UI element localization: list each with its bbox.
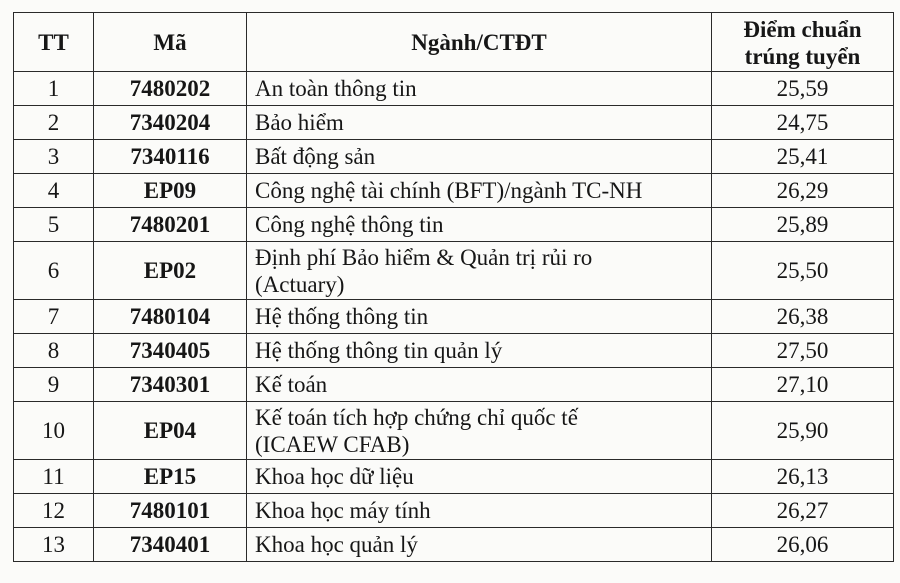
cell-diem: 27,50 (712, 334, 894, 368)
cell-ma: 7480202 (94, 72, 247, 106)
table-row (14, 72, 894, 106)
header-diem-line1: Điểm chuẩn (743, 17, 862, 42)
cell-tt: 11 (14, 460, 94, 494)
cell-nganh-line: Bảo hiểm (255, 110, 344, 135)
cell-nganh-line: Kế toán tích hợp chứng chỉ quốc tế (255, 404, 578, 430)
cell-nganh-line: Hệ thống thông tin (255, 304, 429, 329)
cell-nganh (247, 106, 712, 140)
header-nganh: Ngành/CTĐT (247, 13, 712, 72)
cell-tt: 6 (14, 242, 94, 300)
cell-tt: 8 (14, 334, 94, 368)
cell-diem: 25,90 (712, 402, 894, 460)
cell-diem: 25,89 (712, 208, 894, 242)
cell-nganh (247, 208, 712, 242)
table-row (14, 140, 894, 174)
cell-tt: 9 (14, 368, 94, 402)
cell-diem: 26,27 (712, 494, 894, 528)
cell-nganh (247, 334, 712, 368)
cell-nganh-line: Khoa học máy tính (255, 498, 431, 523)
cell-diem: 26,13 (712, 460, 894, 494)
cell-nganh (247, 494, 712, 528)
header-tt: TT (14, 13, 94, 72)
admission-score-table-container (13, 12, 894, 562)
cell-nganh (247, 368, 712, 402)
table-row (14, 460, 894, 494)
cell-diem: 26,38 (712, 300, 894, 334)
table-row (14, 402, 894, 460)
cell-nganh (247, 528, 712, 562)
cell-tt: 3 (14, 140, 94, 174)
cell-nganh (247, 300, 712, 334)
cell-ma: EP02 (94, 242, 247, 300)
cell-tt: 13 (14, 528, 94, 562)
cell-nganh (247, 460, 712, 494)
cell-nganh (247, 242, 712, 300)
cell-nganh-line: (ICAEW CFAB) (255, 431, 410, 457)
table-row (14, 208, 894, 242)
cell-nganh (247, 402, 712, 460)
cell-ma: 7340405 (94, 334, 247, 368)
cell-ma: EP09 (94, 174, 247, 208)
cell-diem: 25,50 (712, 242, 894, 300)
cell-diem: 25,41 (712, 140, 894, 174)
cell-diem: 27,10 (712, 368, 894, 402)
cell-tt: 4 (14, 174, 94, 208)
cell-ma: 7480104 (94, 300, 247, 334)
cell-tt: 5 (14, 208, 94, 242)
cell-nganh-line: Công nghệ tài chính (BFT)/ngành TC-NH (255, 178, 643, 203)
table-row (14, 494, 894, 528)
cell-nganh-line: Kế toán (255, 372, 328, 397)
table-row (14, 174, 894, 208)
table-row (14, 106, 894, 140)
table-header-row (14, 13, 894, 72)
cell-nganh-line: Khoa học quản lý (255, 532, 418, 557)
cell-nganh-line: Hệ thống thông tin quản lý (255, 338, 503, 363)
cell-diem: 24,75 (712, 106, 894, 140)
header-diem (712, 13, 894, 72)
header-diem-line2: trúng tuyển (744, 44, 861, 69)
table-row (14, 334, 894, 368)
cell-diem: 25,59 (712, 72, 894, 106)
table-row (14, 242, 894, 300)
table-row (14, 368, 894, 402)
cell-ma: 7340301 (94, 368, 247, 402)
table-body (14, 72, 894, 562)
cell-nganh-line: Khoa học dữ liệu (255, 464, 414, 489)
table-row (14, 528, 894, 562)
cell-nganh (247, 174, 712, 208)
cell-ma: EP15 (94, 460, 247, 494)
cell-nganh-line: (Actuary) (255, 271, 345, 297)
cell-tt: 2 (14, 106, 94, 140)
cell-ma: 7480201 (94, 208, 247, 242)
cell-ma: 7340204 (94, 106, 247, 140)
cell-nganh (247, 140, 712, 174)
cell-tt: 1 (14, 72, 94, 106)
cell-nganh-line: Bất động sản (255, 144, 376, 169)
cell-ma: EP04 (94, 402, 247, 460)
cell-nganh-line: An toàn thông tin (255, 76, 417, 101)
cell-ma: 7480101 (94, 494, 247, 528)
header-ma: Mã (94, 13, 247, 72)
cell-nganh-line: Công nghệ thông tin (255, 212, 444, 237)
cell-ma: 7340116 (94, 140, 247, 174)
cell-tt: 10 (14, 402, 94, 460)
cell-nganh-line: Định phí Bảo hiểm & Quản trị rủi ro (255, 244, 593, 270)
cell-diem: 26,06 (712, 528, 894, 562)
cell-nganh (247, 72, 712, 106)
cell-ma: 7340401 (94, 528, 247, 562)
cell-tt: 7 (14, 300, 94, 334)
table-row (14, 300, 894, 334)
cell-tt: 12 (14, 494, 94, 528)
admission-score-table (13, 12, 894, 562)
cell-diem: 26,29 (712, 174, 894, 208)
